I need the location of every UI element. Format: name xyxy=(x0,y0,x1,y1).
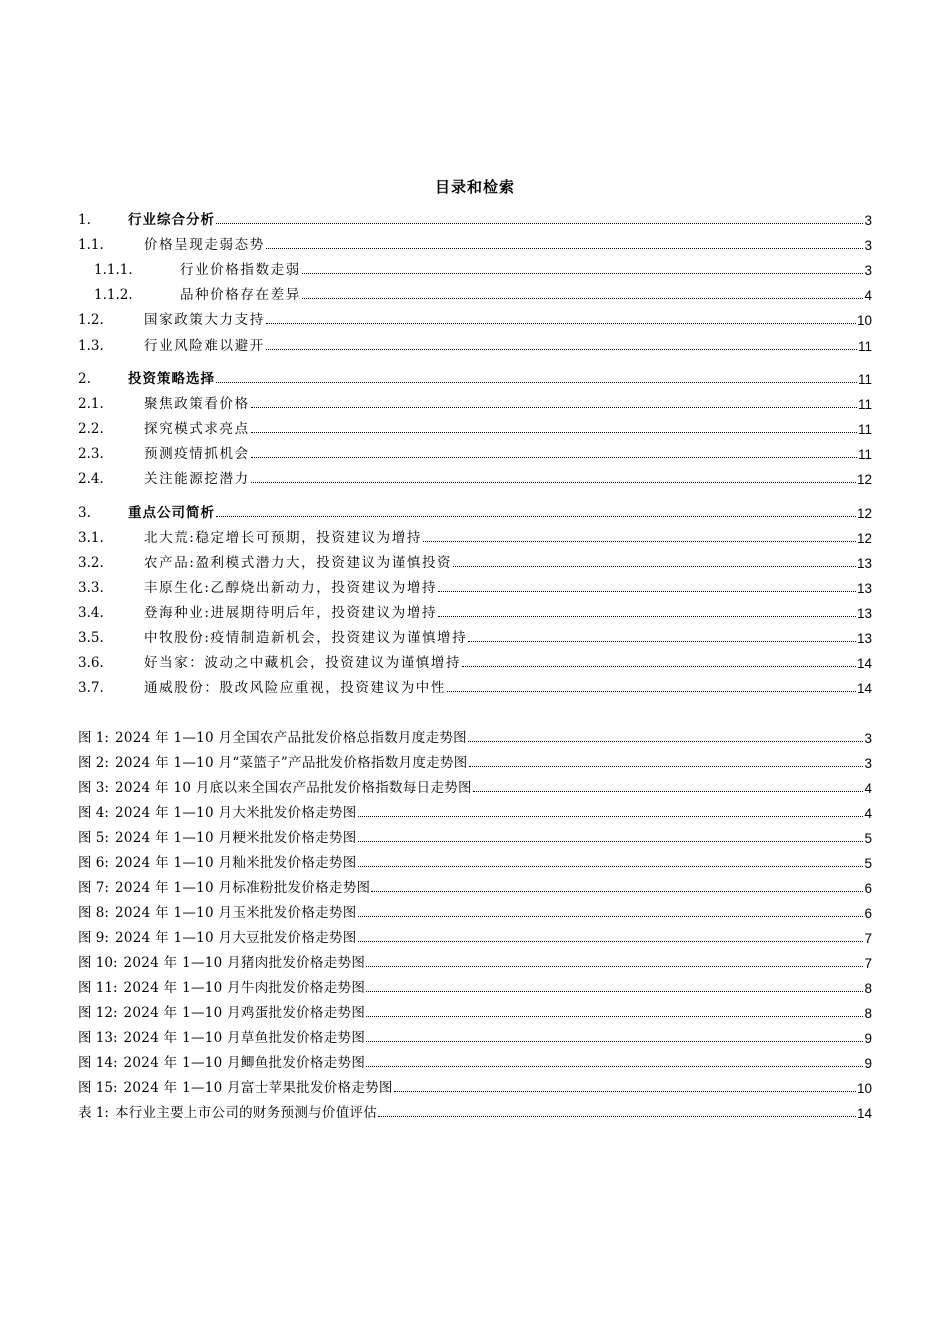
toc-entry[interactable] xyxy=(78,369,872,387)
figure-page: 5 xyxy=(864,856,872,871)
dot-leader xyxy=(251,431,857,433)
toc-entry-number: 1.3. xyxy=(78,338,104,354)
toc-entry-page: 12 xyxy=(856,472,872,487)
figure-entry[interactable] xyxy=(78,928,872,946)
dot-leader xyxy=(358,865,864,867)
toc-entry[interactable] xyxy=(78,603,872,621)
figure-title: 2024 年 1—10 月大豆批发价格走势图 xyxy=(114,930,357,946)
toc-entry-title: 丰原生化:乙醇烧出新动力，投资建议为增持 xyxy=(144,580,438,596)
figure-title: 2024 年 1—10 月鲫鱼批发价格走势图 xyxy=(123,1055,366,1071)
figure-entry[interactable] xyxy=(78,878,872,896)
toc-entry[interactable] xyxy=(78,528,872,546)
figure-entry[interactable] xyxy=(78,978,872,996)
toc-entry-page: 12 xyxy=(856,506,872,521)
figure-label: 图 5: xyxy=(78,830,109,846)
figure-page: 7 xyxy=(864,931,872,946)
dot-leader xyxy=(366,1040,863,1042)
toc-entry-title: 通威股份：股改风险应重视，投资建议为中性 xyxy=(144,680,446,696)
figure-label: 图 4: xyxy=(78,805,109,821)
toc-entry[interactable] xyxy=(78,578,872,596)
toc-entry-number: 2. xyxy=(78,371,91,387)
figure-entry[interactable] xyxy=(78,753,872,771)
figure-page: 5 xyxy=(864,831,872,846)
figure-title: 2024 年 1—10 月籼米批发价格走势图 xyxy=(114,855,357,871)
toc-entry-title: 行业风险难以避开 xyxy=(144,338,265,354)
dot-leader xyxy=(366,1015,863,1017)
figure-page: 10 xyxy=(856,1081,872,1096)
dot-leader xyxy=(371,890,863,892)
dot-leader xyxy=(302,272,864,274)
dot-leader xyxy=(394,1090,856,1092)
figure-label: 图 7: xyxy=(78,880,109,896)
dot-leader xyxy=(266,348,857,350)
toc-entry-page: 14 xyxy=(856,656,872,671)
toc-entry[interactable] xyxy=(78,628,872,646)
dot-leader xyxy=(462,665,856,667)
toc-entry-title: 国家政策大力支持 xyxy=(144,312,265,328)
figure-label: 图 12: xyxy=(78,1005,118,1021)
toc-entry-page: 11 xyxy=(857,397,872,412)
dot-leader xyxy=(251,456,857,458)
toc-entry[interactable] xyxy=(78,419,872,437)
figure-entry[interactable] xyxy=(78,953,872,971)
toc-entry-title: 关注能源挖潜力 xyxy=(144,471,250,487)
dot-leader xyxy=(453,565,856,567)
toc-entry[interactable] xyxy=(78,469,872,487)
toc-entry-page: 3 xyxy=(864,213,872,228)
figure-page: 9 xyxy=(864,1056,872,1071)
figure-title: 2024 年 1—10 月鸡蛋批发价格走势图 xyxy=(123,1005,366,1021)
dot-leader xyxy=(251,481,856,483)
toc-entry[interactable] xyxy=(78,310,872,328)
toc-entry-number: 3.1. xyxy=(78,530,104,546)
figure-entry[interactable] xyxy=(78,903,872,921)
figure-entry[interactable] xyxy=(78,778,872,796)
figure-title: 2024 年 10 月底以来全国农产品批发价格指数每日走势图 xyxy=(114,780,472,796)
table-title: 本行业主要上市公司的财务预测与价值评估 xyxy=(114,1105,378,1121)
figure-label: 图 8: xyxy=(78,905,109,921)
toc-entry-number: 1.1. xyxy=(78,237,104,253)
toc-entry-page: 3 xyxy=(864,238,872,253)
toc-entry-number: 3. xyxy=(78,505,91,521)
figure-title: 2024 年 1—10 月富士苹果批发价格走势图 xyxy=(123,1080,393,1096)
figure-entry[interactable] xyxy=(78,728,872,746)
table-page: 14 xyxy=(856,1106,872,1121)
figure-page: 7 xyxy=(864,956,872,971)
figure-page: 8 xyxy=(864,981,872,996)
figure-title: 2024 年 1—10 月标准粉批发价格走势图 xyxy=(114,880,371,896)
dot-leader xyxy=(423,540,856,542)
toc-entry-number: 1.1.1. xyxy=(94,262,133,278)
toc-entry-page: 13 xyxy=(856,581,872,596)
toc-entry[interactable] xyxy=(78,260,872,278)
dot-leader xyxy=(468,640,856,642)
toc-entry-page: 11 xyxy=(857,372,872,387)
figure-entry[interactable] xyxy=(78,1078,872,1096)
figure-label: 图 14: xyxy=(78,1055,118,1071)
dot-leader xyxy=(251,406,857,408)
dot-leader xyxy=(358,915,864,917)
toc-entry-title: 重点公司简析 xyxy=(128,505,215,521)
toc-entry-page: 11 xyxy=(857,422,872,437)
toc-entry-number: 3.3. xyxy=(78,580,104,596)
figure-entry[interactable] xyxy=(78,1003,872,1021)
figure-title: 2024 年 1—10 月草鱼批发价格走势图 xyxy=(123,1030,366,1046)
toc-entry-page: 11 xyxy=(857,447,872,462)
figure-label: 图 6: xyxy=(78,855,109,871)
toc-entry-number: 1.1.2. xyxy=(94,287,133,303)
figure-page: 3 xyxy=(864,731,872,746)
figure-label: 图 1: xyxy=(78,730,109,746)
toc-entry[interactable] xyxy=(78,336,872,354)
figure-title: 2024 年 1—10 月大米批发价格走势图 xyxy=(114,805,357,821)
toc-entry-title: 行业价格指数走弱 xyxy=(180,262,301,278)
dot-leader xyxy=(366,1065,863,1067)
figure-page: 9 xyxy=(864,1031,872,1046)
toc-entry[interactable] xyxy=(78,678,872,696)
dot-leader xyxy=(366,965,863,967)
toc-title: 目录和检索 xyxy=(434,178,515,196)
figure-entry[interactable] xyxy=(78,1053,872,1071)
figure-page: 4 xyxy=(864,781,872,796)
toc-entry-title: 中牧股份:疫情制造新机会，投资建议为谨慎增持 xyxy=(144,630,468,646)
toc-entry[interactable] xyxy=(78,503,872,521)
toc-entry[interactable] xyxy=(78,285,872,303)
figure-label: 图 15: xyxy=(78,1080,118,1096)
figure-entry[interactable] xyxy=(78,1028,872,1046)
dot-leader xyxy=(366,990,863,992)
toc-entry-page: 13 xyxy=(856,631,872,646)
dot-leader xyxy=(469,765,864,767)
toc-entry-title: 品种价格存在差异 xyxy=(180,287,301,303)
figure-entry[interactable] xyxy=(78,828,872,846)
toc-entry-title: 预测疫情抓机会 xyxy=(144,446,250,462)
toc-entry-number: 3.2. xyxy=(78,555,104,571)
dot-leader xyxy=(468,740,864,742)
toc-entry[interactable] xyxy=(78,210,872,228)
dot-leader xyxy=(473,790,864,792)
toc-entry-title: 北大荒:稳定增长可预期，投资建议为增持 xyxy=(144,530,422,546)
figure-title: 2024 年 1—10 月“菜篮子”产品批发价格指数月度走势图 xyxy=(114,755,468,771)
dot-leader xyxy=(216,381,857,383)
toc-entry-number: 2.2. xyxy=(78,421,104,437)
toc-entry-page: 3 xyxy=(864,263,872,278)
figure-label: 图 2: xyxy=(78,755,109,771)
figure-title: 2024 年 1—10 月粳米批发价格走势图 xyxy=(114,830,357,846)
dot-leader xyxy=(302,297,864,299)
figure-title: 2024 年 1—10 月全国农产品批发价格总指数月度走势图 xyxy=(114,730,467,746)
toc-entry-title: 登海种业:进展期待明后年，投资建议为增持 xyxy=(144,605,438,621)
figure-page: 6 xyxy=(864,881,872,896)
toc-entry[interactable] xyxy=(78,653,872,671)
toc-entry-page: 11 xyxy=(857,339,872,354)
figure-title: 2024 年 1—10 月玉米批发价格走势图 xyxy=(114,905,357,921)
toc-entry-page: 10 xyxy=(856,313,872,328)
toc-entry-number: 3.7. xyxy=(78,680,104,696)
dot-leader xyxy=(216,515,856,517)
toc-entry[interactable] xyxy=(78,394,872,412)
figure-label: 图 11: xyxy=(78,980,118,996)
figure-page: 6 xyxy=(864,906,872,921)
toc-entry-number: 3.6. xyxy=(78,655,104,671)
toc-entry[interactable] xyxy=(78,553,872,571)
figure-label: 图 13: xyxy=(78,1030,118,1046)
table-label: 表 1: xyxy=(78,1105,109,1121)
toc-entry-number: 2.3. xyxy=(78,446,104,462)
toc-entry[interactable] xyxy=(78,444,872,462)
toc-entry-number: 3.4. xyxy=(78,605,104,621)
dot-leader xyxy=(358,815,864,817)
figure-page: 4 xyxy=(864,806,872,821)
figure-label: 图 9: xyxy=(78,930,109,946)
figure-page: 8 xyxy=(864,1006,872,1021)
dot-leader xyxy=(378,1115,856,1117)
dot-leader xyxy=(438,590,856,592)
table-entry[interactable] xyxy=(78,1103,872,1121)
toc-entry-title: 价格呈现走弱态势 xyxy=(144,237,265,253)
toc-entry-title: 聚焦政策看价格 xyxy=(144,396,250,412)
figure-entry[interactable] xyxy=(78,803,872,821)
toc-entry-title: 农产品:盈利模式潜力大，投资建议为谨慎投资 xyxy=(144,555,453,571)
figure-page: 3 xyxy=(864,756,872,771)
toc-entry-number: 1.2. xyxy=(78,312,104,328)
toc-entry-page: 13 xyxy=(856,556,872,571)
figure-title: 2024 年 1—10 月牛肉批发价格走势图 xyxy=(123,980,366,996)
figure-title: 2024 年 1—10 月猪肉批发价格走势图 xyxy=(123,955,366,971)
toc-entry-title: 投资策略选择 xyxy=(128,371,215,387)
dot-leader xyxy=(358,840,864,842)
toc-entry-page: 12 xyxy=(856,531,872,546)
toc-entry-number: 1. xyxy=(78,212,91,228)
toc-entry[interactable] xyxy=(78,235,872,253)
dot-leader xyxy=(216,222,863,224)
dot-leader xyxy=(447,690,856,692)
dot-leader xyxy=(266,247,864,249)
toc-entry-number: 2.4. xyxy=(78,471,104,487)
toc-entry-page: 14 xyxy=(856,681,872,696)
dot-leader xyxy=(266,322,856,324)
toc-entry-title: 行业综合分析 xyxy=(128,212,215,228)
toc-entry-page: 13 xyxy=(856,606,872,621)
toc-entry-number: 3.5. xyxy=(78,630,104,646)
toc-entry-number: 2.1. xyxy=(78,396,104,412)
figure-label: 图 3: xyxy=(78,780,109,796)
toc-entry-title: 探究模式求亮点 xyxy=(144,421,250,437)
dot-leader xyxy=(358,940,864,942)
toc-entry-title: 好当家：波动之中藏机会，投资建议为谨慎增持 xyxy=(144,655,462,671)
figure-label: 图 10: xyxy=(78,955,118,971)
dot-leader xyxy=(438,615,856,617)
figure-entry[interactable] xyxy=(78,853,872,871)
toc-entry-page: 4 xyxy=(864,288,872,303)
